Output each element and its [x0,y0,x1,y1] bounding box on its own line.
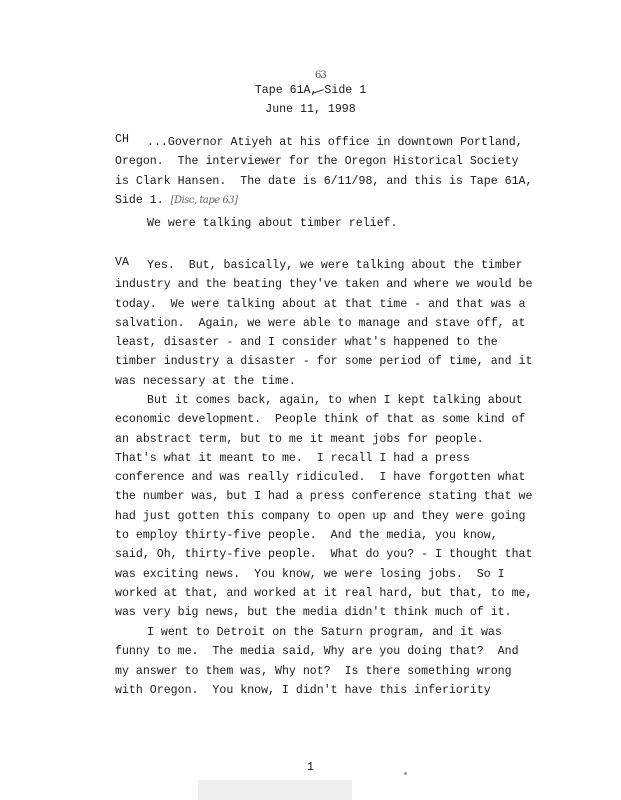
text-line: an abstract term, but to me it meant jobs for people. [115,432,484,446]
text-line: the number was, but I had a press conference stating that we [115,490,533,504]
tape-header: Tape 61A, Side 1 [254,84,367,97]
interview-date: June 11, 1998 [265,103,356,116]
handwritten-note: [Disc, tape 63] [170,194,238,206]
text-line: That's what it meant to me. I recall I had a press [115,451,470,465]
text-line: with Oregon. You know, I didn't have this inferiority [115,683,491,697]
paragraph-detroit-saturn [115,623,555,700]
text-line: salvation. Again, we were able to manage and stave off, at [115,316,526,330]
speaker-va: VA [115,256,129,269]
paragraph-economic-development [115,391,555,623]
paragraph-timber-relief [115,214,555,233]
text-line: ...Governor Atiyeh at his office in downtown Portland, [147,136,523,149]
paragraph-va-timber [115,256,555,391]
text-line: was very big news, but the media didn't think much of it. [115,606,512,620]
scan-speck [404,772,407,775]
text-line: was necessary at the time. [115,374,296,388]
text-line: economic development. People think of that as some kind of [115,413,526,427]
text-line: We were talking about timber relief. [147,217,398,230]
scan-smudge [198,780,352,800]
text-line: today. We were talking about at that time - and that was a [115,297,526,311]
text-line: least, disaster - and I consider what's happened to the [115,336,498,350]
text-line: worked at that, and worked at it real hard, but that, to me, [115,586,533,600]
text-line: industry and the beating they've taken and where we would be [115,278,533,292]
page-number: 1 [307,761,314,774]
text-line: is Clark Hansen. The date is 6/11/98, and this is Tape 61A, [115,174,533,188]
text-line: Oregon. The interviewer for the Oregon Historical Society [115,155,519,169]
text-line: had just gotten this company to open up and they were going [115,509,526,523]
text-line: to employ thirty-five people. And the media, you know, [115,529,498,543]
text-line: Side 1. [Disc, tape 63] [115,193,238,207]
text-line: was exciting news. You know, we were losing jobs. So I [115,567,505,581]
text-line: conference and was really ridiculed. I have forgotten what [115,471,526,485]
text-line: said, Oh, thirty-five people. What do you? - I thought that [115,548,533,562]
text-line: funny to me. The media said, Why are you doing that? And [115,645,519,659]
paragraph-ch-intro [115,133,555,210]
text-line: I went to Detroit on the Saturn program, and it was [147,626,502,639]
handwritten-tape-number: 63 [315,70,326,81]
text-line: But it comes back, again, to when I kept talking about [147,394,523,407]
text-line: timber industry a disaster - for some period of time, and it [115,355,533,369]
text-line: Yes. But, basically, we were talking about the timber [147,259,523,272]
text-line: my answer to them was, Why not? Is there something wrong [115,664,512,678]
speaker-ch: CH [115,133,129,146]
